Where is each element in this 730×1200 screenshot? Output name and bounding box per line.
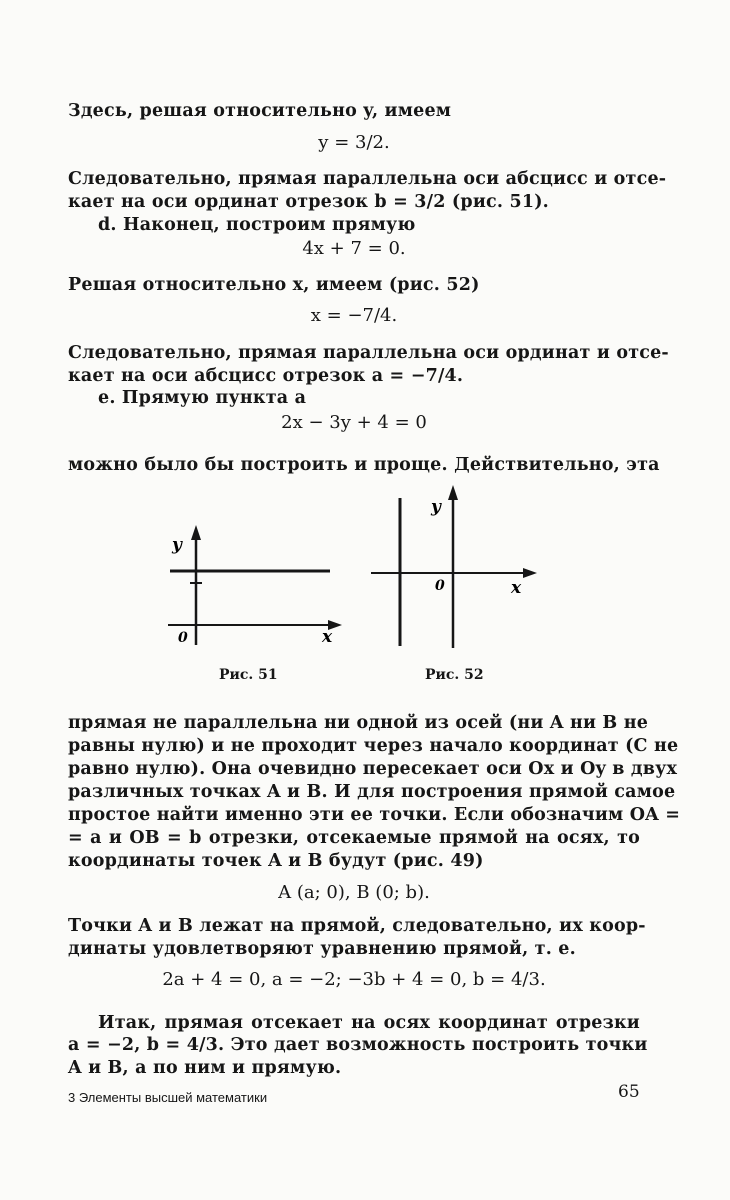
text-line: простое найти именно эти ее точки. Если обозначим OA = [68, 805, 681, 825]
formula: y = 3/2. [318, 132, 390, 153]
fig51-x-label: x [322, 627, 333, 647]
text-line: прямая не параллельна ни одной из осей (ни A ни B не [68, 713, 649, 733]
fig52-origin-label: 0 [435, 578, 445, 594]
text-line: координаты точек A и B будут (рис. 49) [68, 851, 484, 871]
formula: 2a + 4 = 0, a = −2; −3b + 4 = 0, b = 4/3. [162, 969, 546, 990]
figure-52-caption: Рис. 52 [425, 667, 484, 683]
text-line: можно было бы построить и проще. Действительно, эта [68, 455, 660, 475]
text-line: Итак, прямая отсекает на осях координат отрезки [98, 1013, 640, 1033]
figure-51 [160, 520, 350, 660]
text-line: равно нулю). Она очевидно пересекает оси Ox и Oy в двух [68, 759, 678, 779]
text-line: Точки A и B лежат на прямой, следовательно, их коор- [68, 916, 646, 936]
text-line: Решая относительно x, имеем (рис. 52) [68, 275, 480, 295]
text-line: d. Наконец, построим прямую [98, 215, 416, 235]
text-line: кает на оси абсцисс отрезок a = −7/4. [68, 366, 464, 386]
figure-51-caption: Рис. 51 [219, 667, 278, 683]
figure-52 [365, 478, 550, 653]
text-line: кает на оси ординат отрезок b = 3/2 (рис. 51). [68, 192, 549, 212]
text-line: A и B, а по ним и прямую. [68, 1058, 342, 1078]
formula: A (a; 0), B (0; b). [278, 882, 430, 903]
footer-signature: 3 Элементы высшей математики [68, 1090, 268, 1105]
text-line: равны нулю) и не проходит через начало координат (C не [68, 736, 679, 756]
text-line: Здесь, решая относительно y, имеем [68, 101, 452, 121]
page-number: 65 [618, 1082, 640, 1102]
text-line: Следовательно, прямая параллельна оси ординат и отсе- [68, 343, 669, 363]
formula: 2x − 3y + 4 = 0 [281, 412, 427, 433]
text-line: динаты удовлетворяют уравнению прямой, т. е. [68, 939, 576, 959]
formula: 4x + 7 = 0. [302, 238, 406, 259]
fig52-x-label: x [511, 578, 522, 598]
text-line: = a и OB = b отрезки, отсекаемые прямой на осях, то [68, 828, 640, 848]
text-line: различных точках A и B. И для построения прямой самое [68, 782, 676, 802]
fig51-y-label: y [172, 535, 182, 555]
text-line: e. Прямую пункта a [98, 388, 307, 408]
fig51-origin-label: 0 [178, 630, 188, 646]
text-line: a = −2, b = 4/3. Это дает возможность построить точки [68, 1035, 648, 1055]
fig52-y-label: y [431, 497, 441, 517]
text-line: Следовательно, прямая параллельна оси абсцисс и отсе- [68, 169, 667, 189]
formula: x = −7/4. [310, 305, 398, 326]
